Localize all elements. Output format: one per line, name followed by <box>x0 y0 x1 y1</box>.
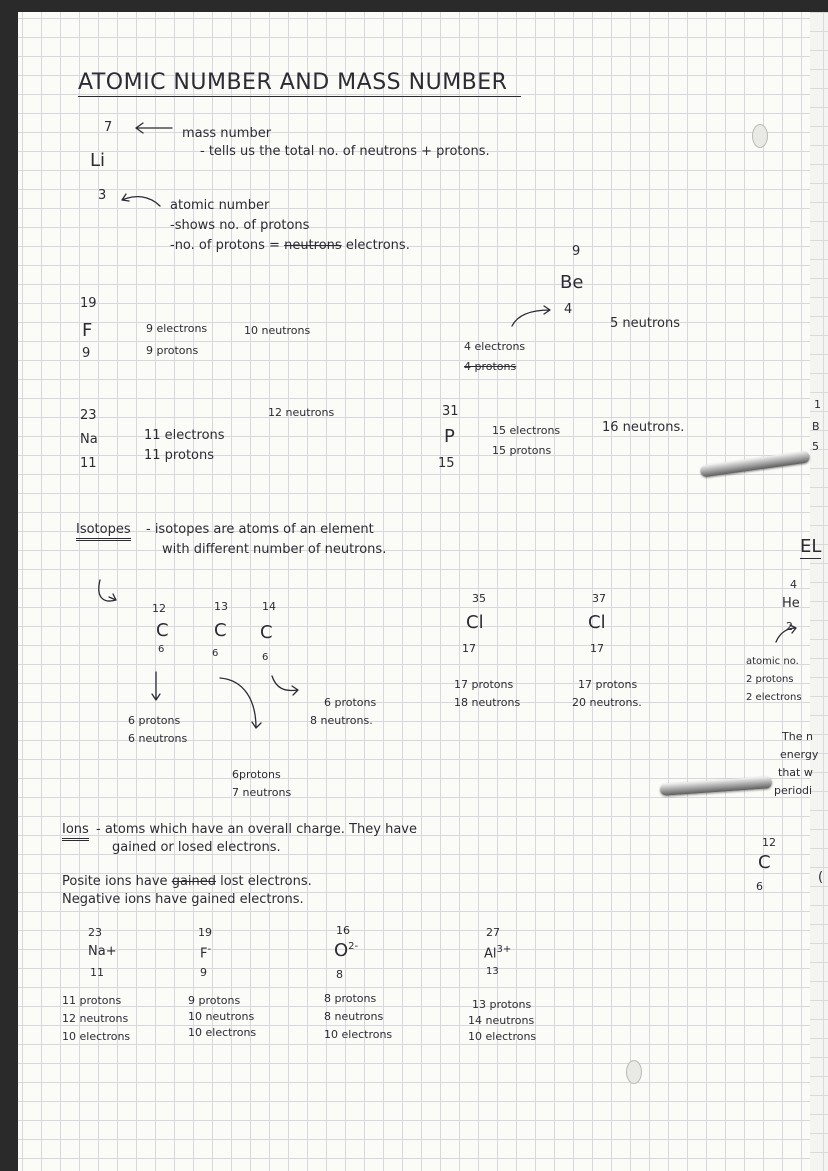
c14-arrow <box>272 676 298 695</box>
al-ion-mass: 27 <box>486 926 500 939</box>
rp-protons: 2 protons <box>746 674 794 685</box>
li-atomic-number: 3 <box>98 188 107 203</box>
cl37-atomic: 17 <box>590 642 604 655</box>
cl35-mass: 35 <box>472 592 486 605</box>
cl35-protons: 17 protons <box>454 678 514 691</box>
f-neutrons: 10 neutrons <box>244 324 311 337</box>
rp-atomic-no: atomic no. <box>746 656 799 667</box>
be-neutrons: 5 neutrons <box>610 316 681 331</box>
page-title: ATOMIC NUMBER AND MASS NUMBER <box>78 70 521 97</box>
na-mass-number: 23 <box>80 408 97 423</box>
rp-he-atomic: 2 <box>786 620 793 633</box>
c14-neutrons: 8 neutrons. <box>310 714 373 727</box>
p-mass-number: 31 <box>442 404 459 419</box>
be-mass-number: 9 <box>572 244 581 259</box>
positive-ion-rule: Posite ions have gained lost electrons. <box>62 874 312 889</box>
cl35-symbol: Cl <box>466 612 484 633</box>
p-electrons: 15 electrons <box>492 424 561 437</box>
f-ion-atomic: 9 <box>200 966 207 979</box>
mass-number-label: mass number <box>182 126 272 141</box>
o-ion-neutrons: 8 neutrons <box>324 1010 384 1023</box>
o-ion-electrons: 10 electrons <box>324 1028 393 1041</box>
f-ion-neutrons: 10 neutrons <box>188 1010 255 1023</box>
o-ion-atomic: 8 <box>336 968 343 981</box>
al-ion-atomic: 13 <box>486 966 499 977</box>
rp-he-symbol: He <box>782 596 800 611</box>
c13-arrow <box>220 678 261 728</box>
rp-text-3: that w <box>778 766 813 779</box>
rp-c-atomic: 6 <box>756 880 763 893</box>
p-atomic-number: 15 <box>438 456 455 471</box>
be-protons-strike: 4 protons <box>464 360 517 373</box>
cl37-neutrons: 20 neutrons. <box>572 696 642 709</box>
na-ion-atomic: 11 <box>90 966 104 979</box>
c14-protons: 6 protons <box>324 696 377 709</box>
na-ion-symbol: Na+ <box>88 944 117 959</box>
f-electrons: 9 electrons <box>146 322 208 335</box>
al-ion-electrons: 10 electrons <box>468 1030 537 1043</box>
na-atomic-number: 11 <box>80 456 97 471</box>
al-ion-neutrons: 14 neutrons <box>468 1014 535 1027</box>
c12-neutrons: 6 neutrons <box>128 732 188 745</box>
rp-heading: EL <box>800 536 822 557</box>
f-ion-electrons: 10 electrons <box>188 1026 257 1039</box>
c14-mass: 14 <box>262 600 276 613</box>
c12-atomic: 6 <box>158 644 165 655</box>
mass-number-desc: - tells us the total no. of neutrons + protons. <box>200 144 490 159</box>
be-symbol: Be <box>560 272 584 293</box>
rp-top-atomic: 5 <box>812 440 819 453</box>
rp-he-mass: 4 <box>790 578 797 591</box>
ions-def-line2: gained or losed electrons. <box>112 840 281 855</box>
isotopes-label: Isotopes <box>76 522 131 541</box>
p-protons: 15 protons <box>492 444 552 457</box>
he-arrow <box>776 625 796 642</box>
be-electrons: 4 electrons <box>464 340 526 353</box>
rp-text-1: The n <box>782 730 813 743</box>
cl37-protons: 17 protons <box>578 678 638 691</box>
negative-ion-rule: Negative ions have gained electrons. <box>62 892 304 907</box>
rp-c-symbol: C <box>758 852 771 873</box>
atomic-number-line2: -no. of protons = neutrons electrons. <box>170 238 410 253</box>
isotopes-def-line2: with different number of neutrons. <box>162 542 387 557</box>
o-ion-symbol: $O^{2-}$ <box>334 940 359 961</box>
rp-electrons: 2 electrons <box>746 692 802 703</box>
c12-protons: 6 protons <box>128 714 181 727</box>
mass-number-arrow <box>136 123 172 133</box>
al-ion-protons: 13 protons <box>472 998 532 1011</box>
rp-top-symbol: B <box>812 420 820 433</box>
na-neutrons: 12 neutrons <box>268 406 335 419</box>
ions-label: Ions <box>62 822 89 841</box>
cl37-symbol: Cl <box>588 612 606 633</box>
c12-mass: 12 <box>152 602 166 615</box>
na-protons: 11 protons <box>144 448 215 463</box>
na-ion-protons: 11 protons <box>62 994 122 1007</box>
na-ion-mass: 23 <box>88 926 102 939</box>
rp-top-mass: 1 <box>814 398 821 411</box>
rp-bracket: ( <box>818 870 824 885</box>
c13-protons: 6protons <box>232 768 281 781</box>
rp-text-4: periodi <box>774 784 813 797</box>
isotopes-def-line1: - isotopes are atoms of an element <box>146 522 374 537</box>
p-symbol: P <box>444 426 455 447</box>
c13-atomic: 6 <box>212 648 219 659</box>
na-electrons: 11 electrons <box>144 428 225 443</box>
c13-mass: 13 <box>214 600 228 613</box>
c14-atomic: 6 <box>262 652 269 663</box>
o-ion-protons: 8 protons <box>324 992 377 1005</box>
f-symbol: F <box>82 320 93 341</box>
be-atomic-number: 4 <box>564 302 573 317</box>
f-ion-mass: 19 <box>198 926 212 939</box>
f-ion-symbol: F- <box>200 944 212 962</box>
atomic-number-arrow <box>122 194 160 206</box>
f-protons: 9 protons <box>146 344 199 357</box>
atomic-number-label: atomic number <box>170 198 270 213</box>
rp-c-mass: 12 <box>762 836 776 849</box>
cl35-atomic: 17 <box>462 642 476 655</box>
be-arrow <box>512 306 550 326</box>
na-ion-neutrons: 12 neutrons <box>62 1012 129 1025</box>
al-ion-symbol: $Al^{3+}$ <box>484 944 512 962</box>
rp-text-2: energy <box>780 748 819 761</box>
c14-symbol: C <box>260 622 273 643</box>
c12-symbol: C <box>156 620 169 641</box>
li-symbol: Li <box>90 150 106 171</box>
p-neutrons: 16 neutrons. <box>602 420 685 435</box>
f-ion-protons: 9 protons <box>188 994 241 1007</box>
na-ion-electrons: 10 electrons <box>62 1030 131 1043</box>
li-mass-number: 7 <box>104 120 113 135</box>
na-symbol: Na <box>80 432 98 447</box>
c13-neutrons: 7 neutrons <box>232 786 292 799</box>
cl35-neutrons: 18 neutrons <box>454 696 521 709</box>
f-mass-number: 19 <box>80 296 97 311</box>
cl37-mass: 37 <box>592 592 606 605</box>
atomic-number-line1: -shows no. of protons <box>170 218 310 233</box>
c12-arrow <box>152 672 160 700</box>
ions-def-line1: - atoms which have an overall charge. They have <box>96 822 417 837</box>
f-atomic-number: 9 <box>82 346 91 361</box>
c13-symbol: C <box>214 620 227 641</box>
o-ion-mass: 16 <box>336 924 350 937</box>
isotopes-hook-arrow <box>99 580 116 601</box>
